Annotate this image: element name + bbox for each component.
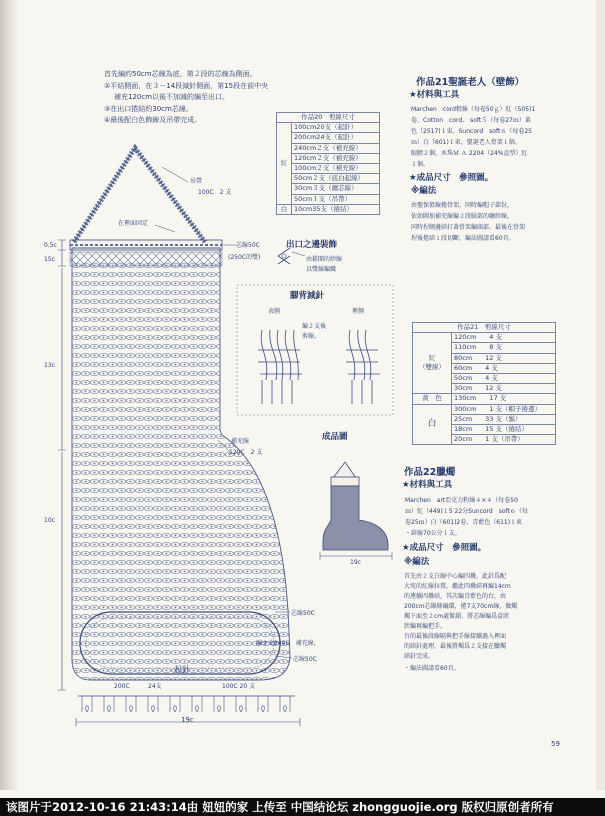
instruction-line: ②平結側面，在３－14段減針側面，第15段在前中央	[104, 82, 269, 90]
start-right-spec: 100C 20 支	[222, 683, 256, 690]
upload-watermark-bar: 该图片于2012-10-16 21:43:14由 妞妞的家 上传至 中国结论坛 zhongguojie.org 版权归原创者所有	[0, 798, 605, 816]
exit-decoration-title: 出口之邊裝飾	[286, 240, 338, 250]
double-line-label: (250C的雙)	[228, 254, 261, 261]
dimension-lines	[58, 240, 66, 690]
instep-note: 剪線。	[302, 333, 321, 340]
work21-materials-heading: ★材料與工具	[409, 90, 460, 100]
core50-label: 芯線50C	[293, 656, 317, 663]
table-row: 240cm２支（補充線）	[292, 143, 380, 153]
dim-10: 10c	[44, 517, 55, 524]
text-line: 的結針處理，最後將燭爲２支接在臘燭	[404, 643, 507, 650]
fixed-inside-label: 在裡面固定	[118, 220, 149, 227]
finished-title: 成品圖	[322, 432, 348, 442]
table-row: 50cm 4 支	[452, 373, 556, 383]
table-row: 50cm２支（底白起線）	[292, 174, 380, 184]
text-line: 卷、Cotton cord, soft５（每卷27ｍ）黃	[411, 117, 531, 124]
dim-13: 13c	[44, 362, 55, 369]
work22-materials-heading: ★材料與工具	[402, 480, 453, 490]
instep-note: 編２支後	[302, 323, 327, 330]
text-line: 同時捏側邊結打著骨架編頭部，最後在骨架	[411, 224, 526, 231]
core-line-label: 芯線50C	[236, 242, 260, 249]
table-row: 100cm２支（補充線）	[292, 163, 380, 173]
add-line-spec: 120C 2 支	[229, 449, 263, 456]
table-row: 110cm 8 支	[452, 343, 556, 353]
text-line: ｍ）紅（449)１5 22分Suncord soft６（每	[405, 508, 528, 515]
group-label-white: 白	[277, 204, 292, 214]
table-row: 30cm３支（纏芯線）	[292, 184, 380, 194]
add240-label: 編２支240C 補充線，	[256, 640, 320, 647]
table-row: 20cm 1 支（吊帶）	[452, 435, 556, 445]
table-title: 作品21 剪線尺寸	[413, 323, 556, 333]
add-line-label: 補充線	[231, 438, 250, 445]
table-row: 100cm20支（起針）	[292, 123, 380, 133]
text-line: Marchen art亞克力粉線４×４（每卷50	[405, 497, 518, 504]
instruction-line: 補充120cm以後不加減的編至出口。	[114, 93, 230, 101]
text-line: 首先由２支白線中心編四疊，此針爲配	[404, 573, 507, 580]
instep-decrease-title: 腳背減針	[290, 291, 325, 301]
text-line: ｍ）白（601)１束、聖誕老人骨架１個、	[411, 139, 521, 146]
text-line: ・編法圖請看60頁。	[404, 665, 460, 672]
start-left-spec: 200C	[114, 683, 130, 690]
back-side-label: 裡側	[352, 308, 365, 315]
text-line: 的連續四疊結，其次編青藍色的台，由	[404, 593, 507, 600]
work22-method-heading: ※編法	[404, 557, 430, 567]
group-label-double: （雙線）	[419, 363, 445, 372]
group-label-red: 紅	[428, 354, 436, 363]
text-line: 由聖保祖線捲骨架，同時編帽子部份，	[411, 202, 514, 209]
table-row: 120cm 4 支	[452, 333, 556, 343]
exit-desc: 以雙線編織	[306, 266, 337, 273]
table-row: 60cm 4 支	[452, 363, 556, 373]
table-row: 80cm 12 支	[452, 353, 556, 363]
table-title: 作品20 剪線尺寸	[277, 113, 380, 123]
text-line: 200cm芯線條編環，捲7支70cm線，做燭	[404, 603, 518, 610]
table-row: 120cm２支（補充線）	[292, 153, 380, 163]
text-line: 台的最後段線隔與把手線接續過入裡面	[404, 633, 507, 640]
group-label-white: 白	[413, 404, 452, 445]
text-line: 狀編再編把手。	[404, 623, 447, 630]
dim-05: 0.5c	[44, 242, 57, 249]
page-number: 59	[551, 740, 560, 748]
dim-15: 15c	[44, 256, 55, 263]
group-label-yellow: 黃 色	[413, 394, 452, 404]
boot-mesh	[60, 262, 300, 692]
table-row: 25cm 33 支（鬍）	[452, 414, 556, 424]
work21-size-heading: ★成品尺寸 參照圖。	[409, 173, 494, 183]
table-row: 30cm 12 支	[452, 384, 556, 394]
instruction-line: ③在出口捲結約30cm芯線。	[104, 105, 193, 113]
text-line: 大宛的紅線拉置，繼此四疊結再編14cm	[404, 583, 511, 590]
hanger-label: 吊帶	[190, 178, 203, 185]
table-row: 50cm１支（吊帶）	[292, 194, 380, 204]
page-edge	[596, 0, 605, 790]
text-line: 卷25ｍ）白（601)2卷，青藍色（611)１束	[405, 519, 523, 526]
text-line: 捏後捲結１段切斷，編法圖請看60頁。	[411, 235, 515, 242]
core50-label: 芯線50C	[291, 610, 315, 617]
text-line: 色（2517)１束、Suncord soft６（每卷25	[411, 128, 532, 135]
work22-title: 作品22臘燭	[404, 467, 456, 478]
start-stitch-label: 起針	[174, 665, 190, 674]
exit-desc: 由鬆開的紗線	[306, 256, 343, 263]
work21-method-heading: ※編法	[411, 186, 437, 196]
text-line: Marchen cord粗線（每卷50ｇ）紅（505)1	[411, 106, 536, 113]
table-row: 10cm35支（捲結）	[292, 204, 380, 214]
front-side-label: 表側	[268, 308, 281, 315]
instep-decrease-detail	[237, 285, 393, 415]
text-line: 眼睛２個、木珠Ｍ Ａ 2204（24%直型）紅	[411, 150, 528, 157]
text-line: ・鋅線70公分１支。	[405, 530, 461, 537]
group-label-red: 紅	[277, 123, 292, 205]
start-mid-spec: 24支	[148, 683, 162, 690]
work22-size-heading: ★成品尺寸 參照圖。	[402, 543, 487, 553]
text-line: 依如圖加補充線編２段臉部的纏紗線，	[411, 213, 514, 220]
hanger-spec: 100C 2 支	[198, 189, 232, 196]
table-row: 18cm 15 支（捲結）	[452, 424, 556, 434]
table-row: 200cm24支（起針）	[292, 133, 380, 143]
text-line: 燭下面至２cm處緊鎖，將芯線編爲盒狀	[404, 613, 510, 620]
text-line: １個。	[411, 161, 430, 168]
instruction-line: 首先編約50cm芯線為底，第２段的芯線為側面。	[104, 70, 257, 78]
instruction-line: ④最後配白色飾線及吊帶完成。	[104, 116, 202, 124]
table-row: 130cm 17 支	[452, 394, 556, 404]
work21-title: 作品21聖誕老人（壁飾）	[416, 77, 525, 88]
finished-boot-illustration	[320, 462, 392, 560]
finished-dim: 19c	[350, 559, 361, 566]
table-row: 300cm 1 支（帽子捲邊）	[452, 404, 556, 414]
dim-19: 19c	[181, 716, 194, 724]
text-line: 結針完成。	[404, 653, 435, 660]
